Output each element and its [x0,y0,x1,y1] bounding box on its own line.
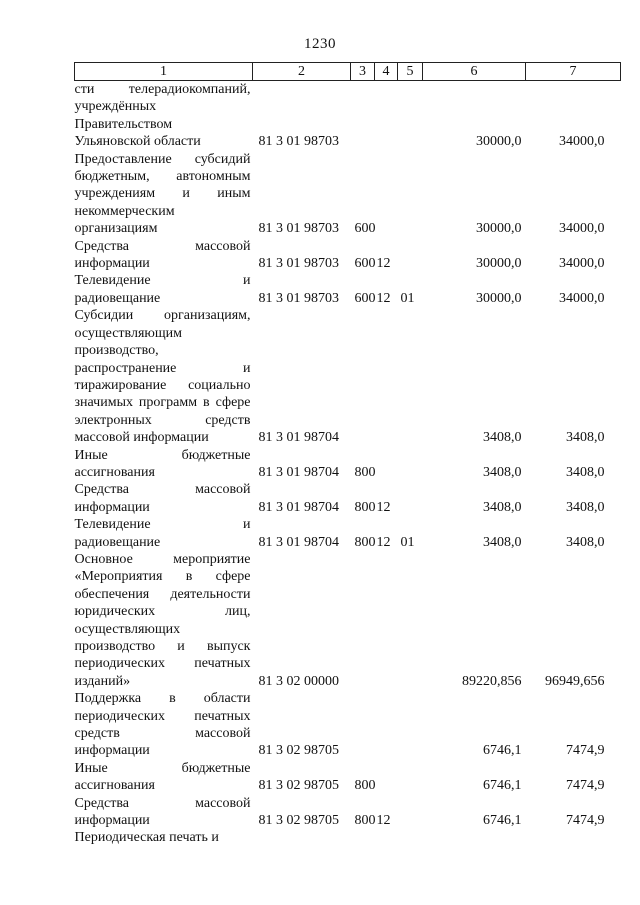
row-name: Периодическая печать и [74,830,219,846]
row-expense-type: 600 [354,290,376,306]
row-name: сти телерадиокомпаний, учреждённых Правительством Ульяновской области [74,82,251,150]
row-amount-col7: 7474,9 [566,778,605,794]
row-amount-col7: 3408,0 [566,430,605,446]
row-expense-type: 800 [354,464,376,480]
row-name: Иные бюджетные ассигнования [74,760,251,794]
column-header: 6 [423,63,526,81]
row-subsection [398,81,423,151]
row-name: Средства массовой информации [74,795,251,829]
row-target-code: 81 3 01 98703 [258,134,339,150]
column-header: 1 [75,63,253,81]
row-target-code [253,829,351,846]
table-row [75,690,621,760]
row-amount-col6: 30000,0 [476,221,522,237]
table-header-row [75,63,621,81]
row-name: Телевидение и радиовещание [74,517,251,550]
row-subsection [398,307,423,446]
row-amount-col7 [526,829,621,846]
row-section [375,760,398,795]
row-target-code: 81 3 01 98704 [258,464,339,480]
row-section: 12 [376,499,391,515]
row-amount-col7: 7474,9 [566,813,605,829]
table-row [75,516,621,551]
row-target-code: 81 3 01 98704 [258,499,339,515]
row-subsection [398,690,423,760]
table-row [75,307,621,446]
row-name: Средства массовой информации [74,238,251,272]
row-section: 12 [376,534,391,550]
row-subsection: 01 [400,290,415,306]
row-amount-col6: 3408,0 [483,430,522,446]
row-amount-col7: 3408,0 [566,499,605,515]
row-amount-col6 [423,829,526,846]
row-expense-type [351,81,375,151]
row-section [375,690,398,760]
table-row [75,447,621,482]
row-section [375,447,398,482]
row-subsection [398,238,423,273]
row-target-code: 81 3 01 98703 [258,290,339,306]
column-header: 2 [253,63,351,81]
column-header: 5 [398,63,423,81]
row-target-code: 81 3 02 00000 [258,673,339,689]
table-row [75,481,621,516]
page-number: 1230 [304,36,336,52]
row-target-code: 81 3 02 98705 [258,743,339,759]
table-row [75,760,621,795]
row-subsection: 01 [400,534,415,550]
row-amount-col6: 3408,0 [483,464,522,480]
table-row [75,272,621,307]
row-amount-col7: 3408,0 [566,534,605,550]
column-header: 3 [351,63,375,81]
row-expense-type: 800 [354,778,376,794]
row-amount-col6: 6746,1 [483,778,522,794]
table-row [75,829,621,846]
row-subsection [398,829,423,846]
table-body [75,81,621,847]
row-amount-col7: 34000,0 [559,256,605,272]
row-amount-col7: 96949,656 [545,673,605,689]
row-expense-type [351,307,375,446]
row-expense-type: 600 [354,256,376,272]
row-name: Предоставление субсидий бюджетным, автономным учреждениям и иным некоммерческим организациям [74,151,251,237]
row-subsection [398,447,423,482]
row-subsection [398,481,423,516]
row-subsection [398,795,423,830]
row-amount-col6: 30000,0 [476,256,522,272]
row-amount-col7: 34000,0 [559,134,605,150]
row-expense-type: 800 [354,499,376,515]
table-row [75,151,621,238]
table-row [75,795,621,830]
budget-table [74,62,621,847]
row-target-code: 81 3 01 98704 [258,534,339,550]
row-target-code: 81 3 02 98705 [258,778,339,794]
table-row [75,81,621,151]
row-target-code: 81 3 01 98704 [258,430,339,446]
row-subsection [398,551,423,690]
row-name: Поддержка в области периодических печатных средств массовой информации [74,691,251,759]
row-expense-type [351,551,375,690]
row-name: Основное мероприятие «Мероприятия в сфере обеспечения деятельности юридических лиц, осуществляющих производство и выпуск периодических печатных изданий» [74,551,251,689]
row-amount-col6: 30000,0 [476,290,522,306]
row-expense-type [351,690,375,760]
row-expense-type: 600 [354,221,376,237]
row-amount-col6: 6746,1 [483,743,522,759]
row-section: 12 [376,290,391,306]
row-name: Средства массовой информации [74,482,251,515]
row-expense-type: 800 [354,534,376,550]
row-name: Иные бюджетные ассигнования [74,447,251,480]
row-target-code: 81 3 02 98705 [258,813,339,829]
row-section: 12 [376,813,391,829]
table-row [75,551,621,690]
row-section [375,81,398,151]
row-expense-type [351,829,375,846]
row-subsection [398,760,423,795]
row-name: Телевидение и радиовещание [74,273,251,306]
row-section [375,829,398,846]
row-amount-col7: 7474,9 [566,743,605,759]
row-amount-col6: 89220,856 [462,673,522,689]
row-section: 12 [376,256,391,272]
column-header: 4 [375,63,398,81]
row-amount-col7: 34000,0 [559,290,605,306]
row-amount-col6: 6746,1 [483,813,522,829]
row-amount-col6: 30000,0 [476,134,522,150]
row-name: Субсидии организациям, осуществляющим производство, распространение и тиражирование социально значимых программ в сфере электронных средств массовой информации [74,308,251,446]
row-section [375,307,398,446]
row-target-code: 81 3 01 98703 [258,256,339,272]
row-subsection [398,151,423,238]
row-amount-col6: 3408,0 [483,499,522,515]
row-amount-col7: 3408,0 [566,464,605,480]
row-amount-col6: 3408,0 [483,534,522,550]
row-section [375,551,398,690]
row-section [375,151,398,238]
row-amount-col7: 34000,0 [559,221,605,237]
row-target-code: 81 3 01 98703 [258,221,339,237]
table-row [75,238,621,273]
column-header: 7 [526,63,621,81]
row-expense-type: 800 [354,813,376,829]
